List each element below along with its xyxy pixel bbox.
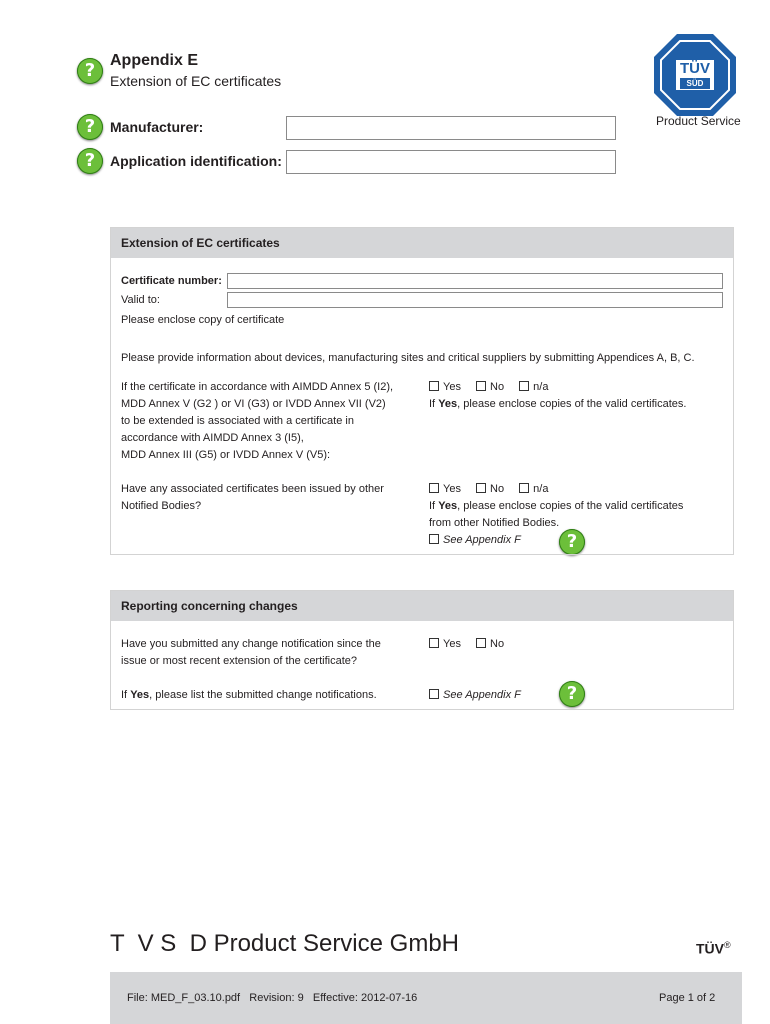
manufacturer-label: Manufacturer: — [110, 119, 204, 135]
help-icon[interactable]: ? — [559, 529, 585, 555]
logo-text: TÜV — [680, 60, 710, 77]
q1-yes-option[interactable]: Yes — [429, 381, 461, 393]
page-title: Appendix E — [110, 52, 199, 69]
checkbox[interactable] — [519, 381, 529, 391]
help-icon[interactable]: ? — [77, 114, 103, 140]
checkbox[interactable] — [429, 689, 439, 699]
application-id-input[interactable] — [286, 150, 616, 174]
checkbox[interactable] — [429, 534, 439, 544]
list-notifications-text: If Yes, please list the submitted change notifications. — [121, 689, 377, 701]
q1-text: If the certificate in accordance with AIMDD Annex 5 (I2), MDD Annex V (G2 ) or VI (G3) or IVDD Annex VII (V2) to be extended is associated with a certificate in accordance with AIMDD Annex 3 (I5), MDD Annex III (G5) or IVDD Annex V (V5): — [121, 381, 394, 461]
checkbox[interactable] — [429, 483, 439, 493]
certificate-number-input[interactable] — [227, 273, 723, 289]
help-icon[interactable]: ? — [77, 58, 103, 84]
page-subtitle: Extension of EC certificates — [110, 73, 282, 89]
valid-to-label: Valid to: — [121, 294, 160, 306]
provide-info-text: Please provide information about devices, manufacturing sites and critical suppliers by submitting Appendices A, B, C. — [121, 352, 695, 364]
tuv-sud-logo — [652, 32, 738, 118]
page-number: Page 1 of 2 — [659, 992, 716, 1004]
checkbox[interactable] — [476, 381, 486, 391]
see-appendix-f-option[interactable]: See Appendix F — [429, 532, 683, 549]
q1-na-option[interactable]: n/a — [519, 381, 548, 393]
changes-yes-option[interactable]: Yes — [429, 638, 461, 650]
q1-options — [429, 379, 560, 396]
footer-logo: TÜV® — [696, 940, 731, 957]
checkbox[interactable] — [519, 483, 529, 493]
q2-options — [429, 481, 560, 498]
checkbox[interactable] — [429, 381, 439, 391]
q2-no-option[interactable]: No — [476, 483, 504, 495]
q2-na-option[interactable]: n/a — [519, 483, 548, 495]
certificate-number-label: Certificate number: — [121, 275, 222, 287]
q1-note: If Yes, please enclose copies of the valid certificates. — [429, 398, 687, 410]
checkbox[interactable] — [476, 638, 486, 648]
q2-note: If Yes, please enclose copies of the valid certificates from other Notified Bodies. See Appendix F — [429, 498, 683, 549]
application-id-label: Application identification: — [110, 153, 282, 169]
section-heading: Reporting concerning changes — [111, 591, 733, 621]
help-icon[interactable]: ? — [77, 148, 103, 174]
enclose-copy-text: Please enclose copy of certificate — [121, 314, 285, 326]
file-info: File: MED_F_03.10.pdf Revision: 9 Effective: 2012-07-16 — [127, 992, 418, 1004]
valid-to-input[interactable] — [227, 292, 723, 308]
change-notification-question: Have you submitted any change notification since the issue or most recent extension of the certificate? — [121, 638, 381, 667]
manufacturer-input[interactable] — [286, 116, 616, 140]
product-service-label: Product Service — [656, 114, 741, 128]
change-notification-options — [429, 636, 516, 653]
q2-text: Have any associated certificates been issued by other Notified Bodies? — [121, 483, 384, 512]
company-name: T V S D Product Service GmbH — [110, 930, 459, 957]
section-heading: Extension of EC certificates — [111, 228, 733, 258]
checkbox[interactable] — [429, 638, 439, 648]
changes-no-option[interactable]: No — [476, 638, 504, 650]
help-icon[interactable]: ? — [559, 681, 585, 707]
logo-sub: SÜD — [680, 78, 710, 89]
see-appendix-f-option[interactable]: See Appendix F — [429, 687, 521, 704]
q2-yes-option[interactable]: Yes — [429, 483, 461, 495]
q1-no-option[interactable]: No — [476, 381, 504, 393]
checkbox[interactable] — [476, 483, 486, 493]
